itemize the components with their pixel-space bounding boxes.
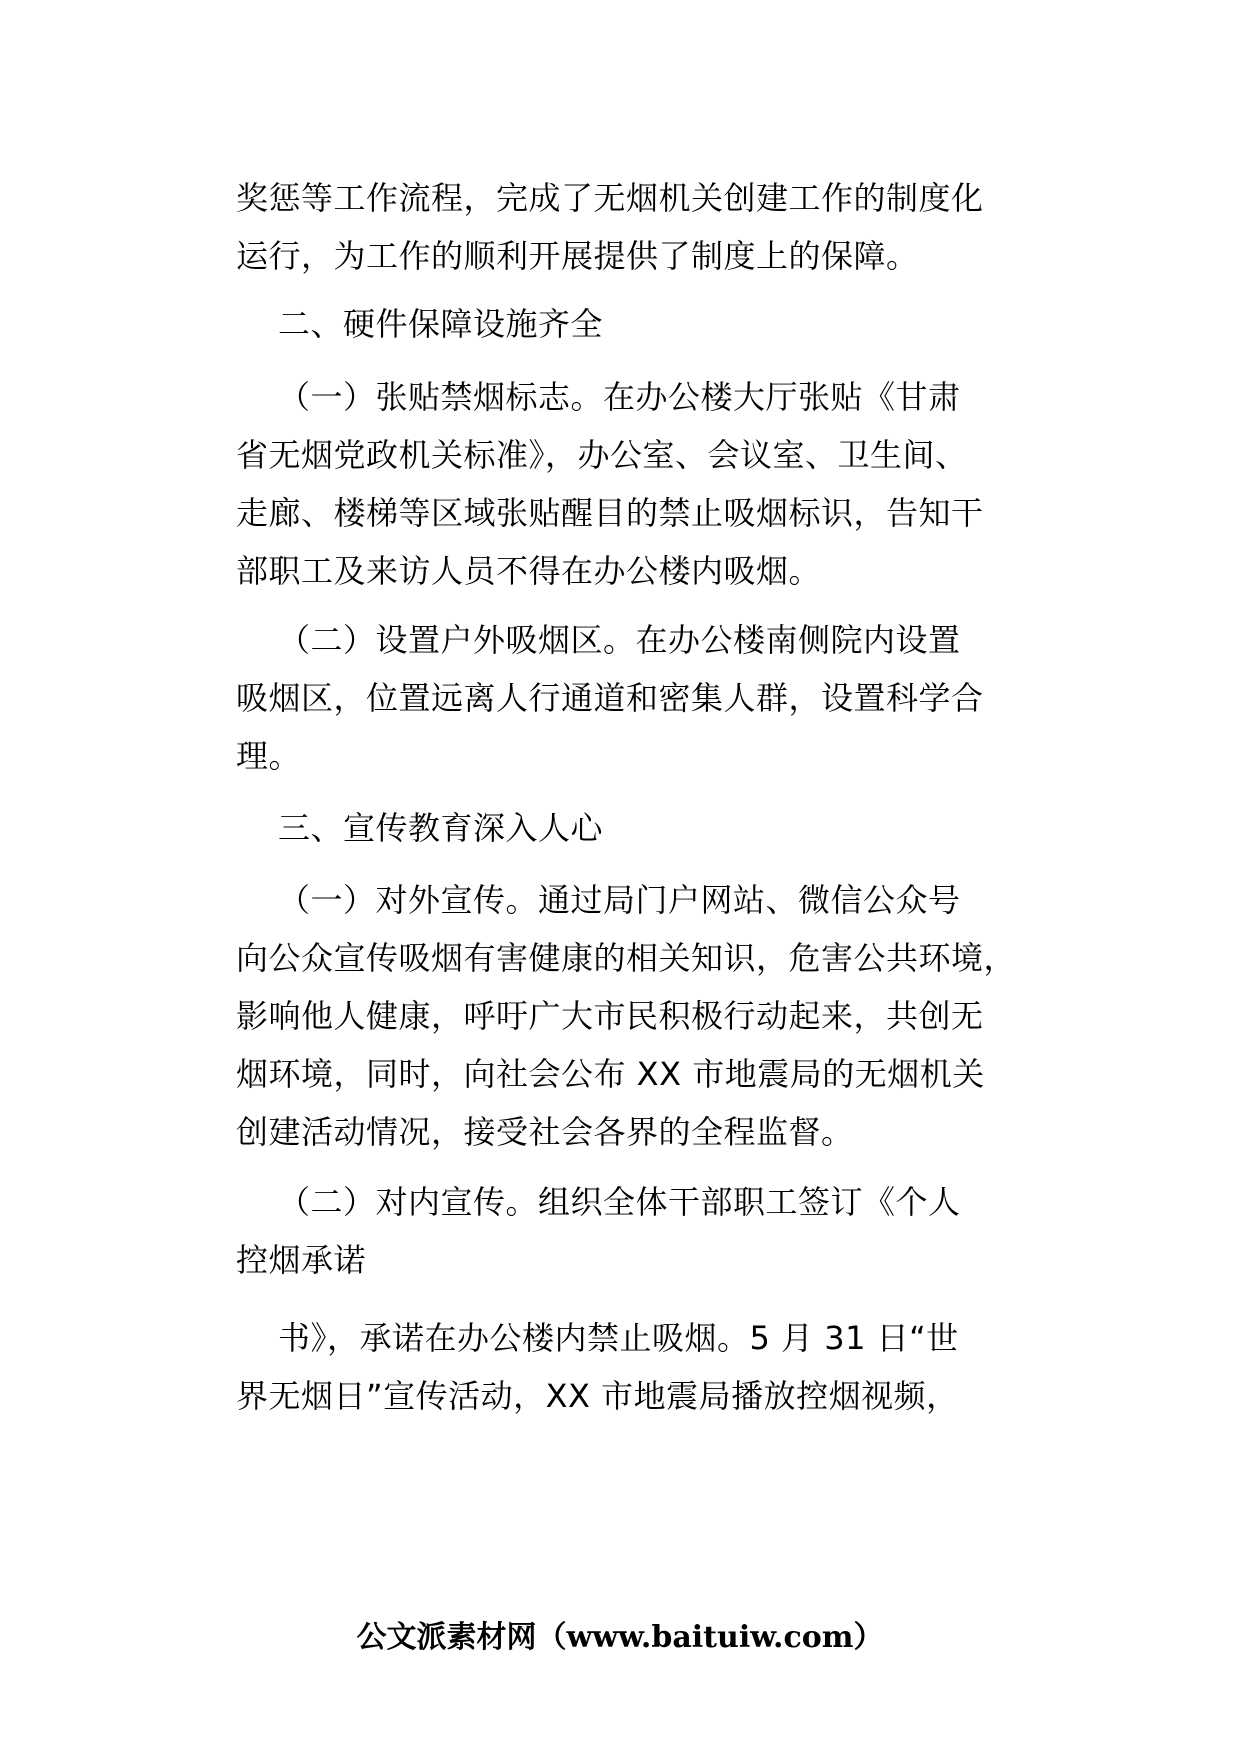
body-line: 烟环境，同时，向社会公布 XX 市地震局的无烟机关 xyxy=(236,1055,985,1093)
body-line: 控烟承诺 xyxy=(236,1241,367,1279)
body-line: 影响他人健康，呼吁广大市民积极行动起来，共创无 xyxy=(236,997,984,1035)
body-line: 走廊、楼梯等区域张贴醒目的禁止吸烟标识，告知干 xyxy=(236,494,984,532)
body-line: 向公众宣传吸烟有害健康的相关知识，危害公共环境， xyxy=(236,939,1017,977)
body-line: 省无烟党政机关标准》，办公室、会议室、卫生间、 xyxy=(236,436,968,474)
body-line: 理。 xyxy=(236,737,302,775)
body-line: （一）对外宣传。通过局门户网站、微信公众号 xyxy=(278,881,961,919)
footer-watermark: 公文派素材网（www.baituiw.com） xyxy=(356,1620,884,1655)
body-line: （二）对内宣传。组织全体干部职工签订《个人 xyxy=(278,1183,961,1221)
body-line: 部职工及来访人员不得在办公楼内吸烟。 xyxy=(236,552,822,590)
section-heading: 二、硬件保障设施齐全 xyxy=(278,305,604,343)
body-line: （一）张贴禁烟标志。在办公楼大厅张贴《甘肃 xyxy=(278,378,961,416)
body-line: 奖惩等工作流程，完成了无烟机关创建工作的制度化 xyxy=(236,179,984,217)
body-line: 书》，承诺在办公楼内禁止吸烟。5 月 31 日“世 xyxy=(278,1319,959,1357)
body-line: 吸烟区，位置远离人行通道和密集人群，设置科学合 xyxy=(236,679,984,717)
body-line: 界无烟日”宣传活动，XX 市地震局播放控烟视频， xyxy=(236,1377,959,1415)
section-heading: 三、宣传教育深入人心 xyxy=(278,809,604,847)
body-line: 创建活动情况，接受社会各界的全程监督。 xyxy=(236,1113,854,1151)
body-line: 运行，为工作的顺利开展提供了制度上的保障。 xyxy=(236,237,919,275)
body-line: （二）设置户外吸烟区。在办公楼南侧院内设置 xyxy=(278,621,961,659)
